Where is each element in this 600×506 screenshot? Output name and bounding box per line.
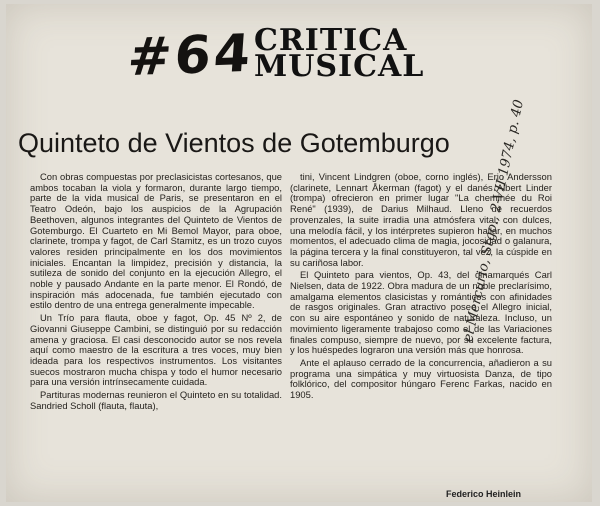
paragraph: Ante el aplauso cerrado de la concurrencia, añadieron a su programa una simpática y muy virtuosista Danza, de tipo folklórico, del compositor húngaro Ferenc Farkas, nacido en 1905.: [290, 356, 552, 401]
paragraph: Partituras modernas reunieron el Quinteto en su totalidad. Sandried Scholl (flauta, flauta),: [30, 389, 282, 411]
handwritten-number: #64: [125, 23, 256, 89]
section-title-line-1: CRITICA: [254, 23, 408, 58]
left-column: [30, 172, 282, 413]
paragraph: Un Trío para flauta, oboe y fagot, Op. 45 Nº 2, de Giovanni Giuseppe Cambini, se distinguió por su redacción amena y graciosa. El casi desconocido autor se nos revela aquí como maestro de la escritura a tres voces, muy bien ideada para los respectivos instrumentos. Los visitantes suecos mostraron mucha chispa y todo el humor necesario para una versión intrínsecamente cuidada.: [30, 312, 282, 388]
handwritten-margin-note: el Mercurio, Stgo., 2-VII-1974, p. 40: [460, 98, 528, 344]
paragraph: El Quinteto para vientos, Op. 43, del dinamarqués Carl Nielsen, data de 1922. Obra madura de un noble preclarísimo, amalgama elementos clasicistas y románticos con afinidades de rasgos originales. Gran atractivo posee el Allegro inicial, con su aire espontáneo y sonido de naturaleza. Incluso, un movimiento ligeramente trabajoso como el de las Variaciones finales compuso, siempre de nuevo, por su excelente factura, y los huéspedes lograron una versión más que honrosa.: [290, 269, 552, 356]
author-signature: Federico Heinlein: [446, 489, 522, 499]
right-column: [290, 172, 552, 403]
section-title-line-2: MUSICAL: [254, 49, 425, 84]
paragraph: Con obras compuestas por preclasicistas cortesanos, que ambos tocaban la viola y formaron, durante largo tiempo, parte de la vida musical de Paris, se presentaron en el Teatro Odeón, bajo los auspicios de la Agrupación Beethoven, algunos integrantes del Quinteto de Vientos de Gotemburgo. El Cuarteto en Mi Bemol Mayor, para oboe, clarinete, trompa y fagot, de Carl Stamitz, es un trozo cuyos valores residen principalmente en los dos movimientos iniciales. Encantan la limpidez, precisión y distancia, la sutileza de sonido del conjunto en la ejecución Allegro, el noble y pausado Andante en la parte menor. El Rondó, de inspiración más adocenada, fue también ejecutado con estilo dentro de una entrega generalmente impecable.: [30, 171, 282, 311]
paragraph: tini, Vincent Lindgren (oboe, corno inglés), Eric Andersson (clarinete, Lennart Åkerman (fagot) y el danés Albert Linder (trompa) ofrecieron en primer lugar "La cheminée du Roi René" (1939), de Darius Milhaud. Lleno de recuerdos provenzales, la suite irradia una atmósfera vital, con dulces, una melodía fácil, y los intérpretes supieron hallar, en muchos momentos, el adecuado clima de magia, jocosidad o galanura, la página tercera y la final constituyeron, tal vez, la cúspide en su cariñosa labor.: [290, 171, 552, 268]
section-title: [254, 23, 554, 84]
article-title: Quinteto de Vientos de Gotemburgo: [18, 128, 450, 158]
